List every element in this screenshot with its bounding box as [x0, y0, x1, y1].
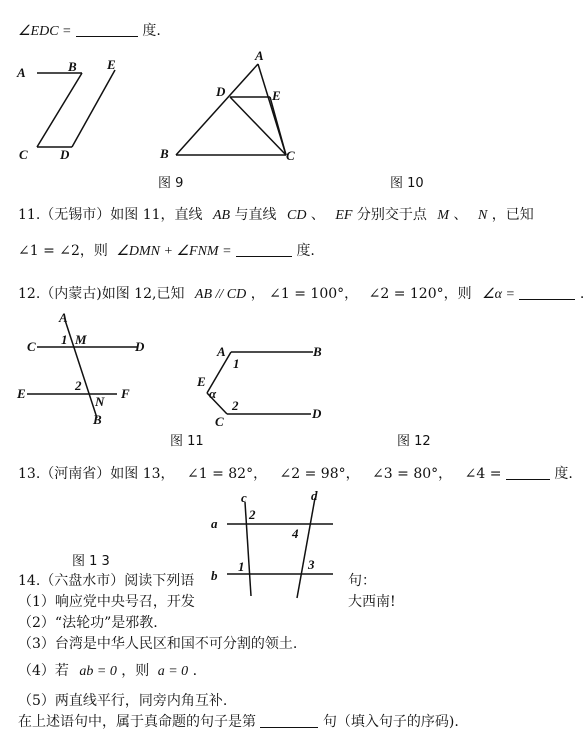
fig13-label-c: c	[241, 490, 247, 505]
figure-13	[205, 488, 355, 608]
fig11-label-a: A	[59, 310, 68, 325]
q11-text3: ，已知	[491, 207, 534, 223]
fig11-label-c: C	[27, 339, 36, 354]
q12-alpha: ∠α =	[482, 287, 515, 302]
q12-line	[18, 283, 584, 303]
fig12-label-two: 2	[232, 398, 239, 413]
q11-line-cd: CD	[287, 208, 307, 223]
fig11-label-one: 1	[61, 332, 68, 347]
q12-answer-blank[interactable]	[519, 285, 575, 300]
q12-parallel: AB // CD	[194, 287, 247, 302]
q11-sep1: 、	[310, 207, 325, 223]
q14-s4	[18, 660, 197, 680]
fig11-label-m: M	[75, 332, 87, 347]
q14-s3: （3）台湾是中华人民区和国不可分割的领土.	[18, 636, 298, 652]
fig12-label-c: C	[215, 414, 224, 429]
figure-10	[158, 48, 308, 163]
fig12-label-d: D	[312, 406, 322, 421]
q12-angle2: ∠2 = 120°，则	[368, 286, 472, 302]
q11-line1	[18, 204, 534, 224]
fig13-label-one: 1	[238, 559, 245, 574]
q14-answer-blank[interactable]	[260, 713, 318, 728]
fig10-label-a: A	[255, 48, 264, 63]
q14-s4-lead: （4）若	[18, 663, 69, 679]
q14-lead-right: 句：	[348, 573, 376, 589]
fig13-label-two: 2	[249, 507, 256, 522]
fig10-label-c: C	[286, 148, 295, 163]
figure-9	[15, 55, 155, 175]
fig11-label-n: N	[95, 394, 105, 409]
fig9-label-e: E	[107, 57, 116, 72]
fig11-caption: 图 11	[170, 434, 204, 449]
fig9-label-c: C	[19, 147, 28, 162]
fig11-label-f: F	[121, 386, 130, 401]
fig9-label-d: D	[60, 147, 70, 162]
q12-lead: 12.（内蒙古)如图 12,已知	[18, 286, 185, 302]
q14-final-tail: 句（填入句子的序码).	[322, 714, 459, 730]
fig13-label-a: a	[211, 516, 218, 531]
fig12-label-one: 1	[233, 356, 240, 371]
q11-condition: ∠1 = ∠2，则	[18, 243, 108, 259]
q11-text1: 与直线	[234, 207, 277, 223]
q11-point-n: N	[477, 208, 488, 223]
q14-s4-period: .	[192, 663, 198, 679]
q12-suffix: .	[579, 286, 584, 302]
q11-sep2: 、	[453, 207, 468, 223]
fig12-label-b: B	[313, 344, 322, 359]
q13-line	[18, 463, 573, 483]
fig10-label-b: B	[160, 146, 169, 161]
q13-angle4: ∠4 =	[464, 466, 502, 482]
fig11-label-two: 2	[75, 378, 82, 393]
fig12-label-alpha: α	[209, 386, 217, 401]
fig12-caption: 图 12	[397, 434, 431, 449]
fig13-label-b: b	[211, 568, 218, 583]
q14-s2: （2）“法轮功”是邪教.	[18, 615, 158, 631]
q14-final	[18, 711, 459, 731]
edc-suffix: 度.	[142, 23, 161, 39]
edc-expression: ∠EDC =	[18, 24, 72, 39]
q11-expression: ∠DMN + ∠FNM =	[116, 244, 232, 259]
fig13-caption: 图 1 3	[72, 554, 110, 569]
fig10-label-e: E	[272, 88, 281, 103]
q11-line-ab: AB	[212, 208, 231, 223]
q14-s4-condition: ab = 0	[79, 664, 117, 679]
fig9-caption: 图 9	[158, 176, 184, 191]
fig10-label-d: D	[216, 84, 226, 99]
line-edc	[18, 20, 161, 40]
q14-s4-then: ，则	[121, 663, 150, 679]
answer-blank[interactable]	[76, 22, 138, 37]
q14-s1-left: （1）响应党中央号召，开发	[18, 594, 195, 610]
q14-s1-right: 大西南!	[348, 594, 396, 610]
fig10-caption: 图 10	[390, 176, 424, 191]
fig11-label-e: E	[17, 386, 26, 401]
q13-angle3: ∠3 = 80°，	[372, 466, 453, 482]
q14-s4-result: a = 0	[157, 664, 189, 679]
fig13-label-d: d	[311, 488, 318, 503]
q11-answer-blank[interactable]	[236, 242, 292, 257]
figure-12	[195, 338, 335, 438]
q11-suffix: 度.	[296, 243, 315, 259]
fig9-label-a: A	[17, 65, 26, 80]
fig12-label-e: E	[197, 374, 206, 389]
q14-lead-left: 14.（六盘水市）阅读下列语	[18, 573, 195, 589]
fig9-label-b: B	[68, 59, 77, 74]
q11-point-m: M	[437, 208, 450, 223]
q13-answer-blank[interactable]	[506, 465, 550, 480]
q13-lead: 13.（河南省）如图 13，	[18, 466, 175, 482]
q14-s5: （5）两直线平行，同旁内角互补.	[18, 693, 228, 709]
q11-line2	[18, 240, 315, 260]
q12-angle1: ， ∠1 = 100°，	[250, 286, 359, 302]
q11-line-ef: EF	[335, 208, 353, 223]
q14-final-lead: 在上述语句中，属于真命题的句子是第	[18, 714, 256, 730]
q11-lead: 11.（无锡市）如图 11，直线	[18, 207, 203, 223]
q13-angle1: ∠1 = 82°，	[186, 466, 268, 482]
fig11-label-d: D	[135, 339, 145, 354]
fig12-label-a: A	[217, 344, 226, 359]
q13-angle2: ∠2 = 98°，	[279, 466, 360, 482]
q11-text2: 分别交于点	[356, 207, 427, 223]
fig13-label-three: 3	[308, 557, 315, 572]
fig11-label-b: B	[93, 412, 102, 427]
fig13-label-four: 4	[292, 526, 299, 541]
figure-11	[15, 310, 165, 430]
q13-suffix: 度.	[554, 466, 573, 482]
